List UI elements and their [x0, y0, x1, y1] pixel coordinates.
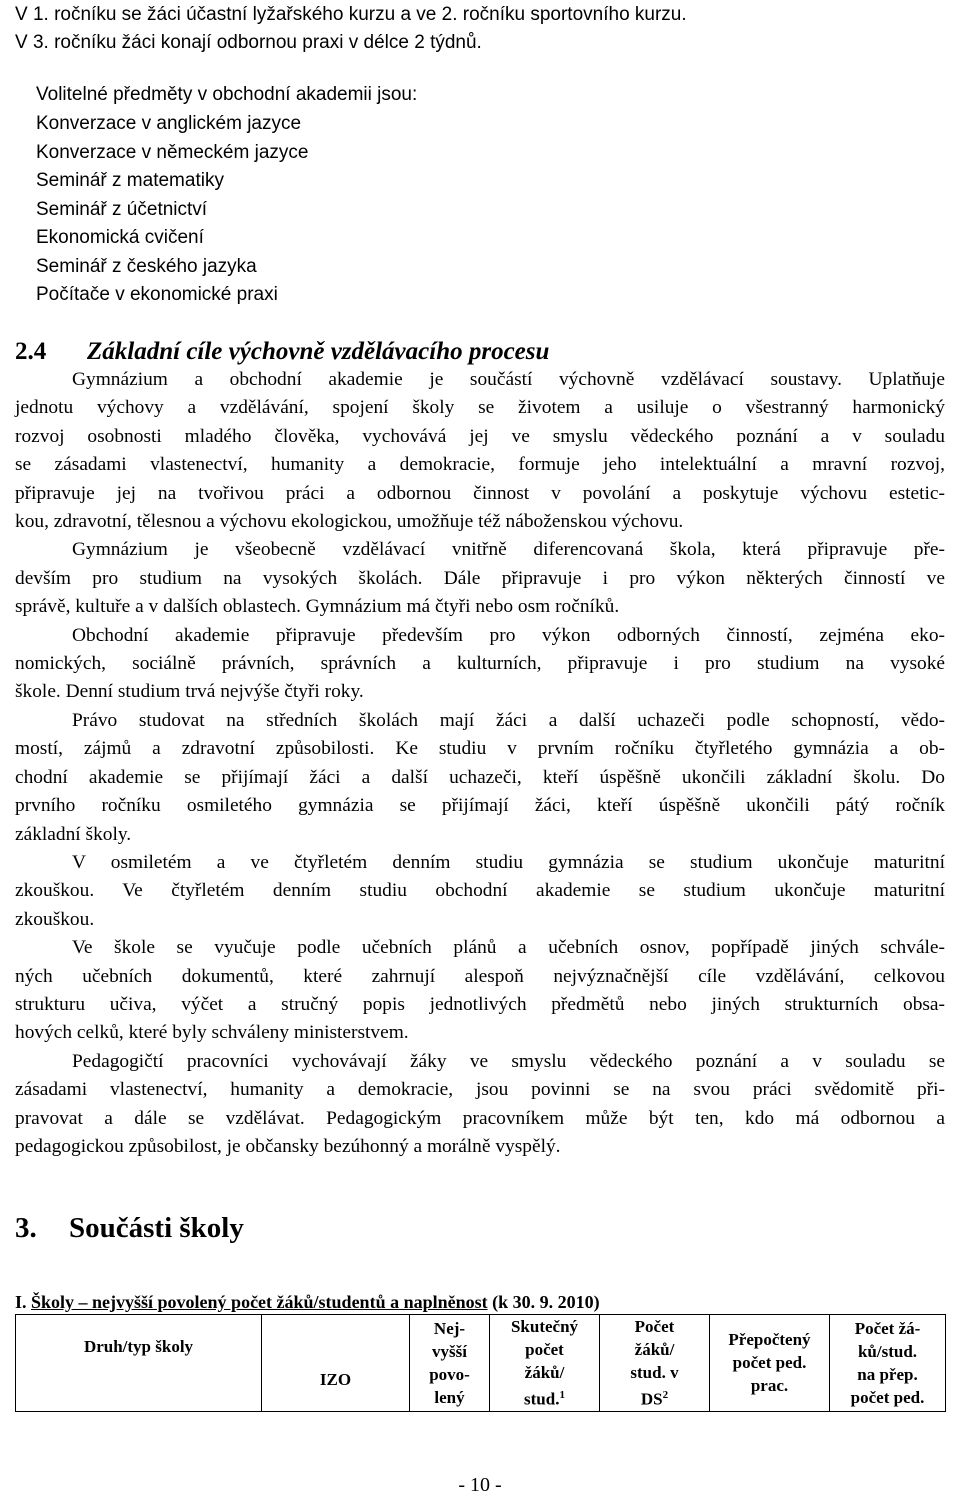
body-line: rozvoj osobnosti mladého člověka, vychovává jej ve smyslu vědeckého poznání a v souladu — [15, 425, 945, 447]
body-line: se zásadami vlastenectví, humanity a demokracie, formuje jeho intelektuální a mravní rozvoj, — [15, 454, 945, 476]
body-line: Gymnázium je všeobecně vzdělávací vnitřně diferencovaná škola, která připravuje pře- — [72, 539, 945, 561]
header-izo: IZO — [262, 1315, 410, 1412]
body-line: připravuje jej na tvořivou práci a odbornou činnost v povolání a poskytuje výchovu estetic- — [15, 482, 945, 504]
section-2-4-heading — [15, 338, 549, 366]
elective-item: Seminář z účetnictví — [36, 199, 208, 220]
electives-heading: Volitelné předměty v obchodní akademii jsou: — [36, 84, 418, 105]
body-line: zásadami vlastenectví, humanity a demokracie, jsou povinni se na svou práci svědomitě při- — [15, 1079, 945, 1101]
header-pocet-zaku: Počet žá- ků/stud. na přep. počet ped. — [830, 1315, 946, 1412]
body-line: strukturu učiva, výčet a stručný popis jednotlivých předmětů nebo jiných strukturních obsa- — [15, 993, 945, 1015]
body-line: škole. Denní studium trvá nejvýše čtyři roky. — [15, 681, 364, 703]
body-line: pravovat a dále se vzdělávat. Pedagogickým pracovníkem může být ten, kdo má odbornou a — [15, 1107, 945, 1129]
section-3-heading — [15, 1212, 244, 1245]
header-pocet-ds: Počet žáků/ stud. v $DS^2$ — [600, 1315, 710, 1412]
body-line: pedagogickou způsobilost, je občansky bezúhonný a morálně vyspělý. — [15, 1135, 561, 1157]
elective-item: Konverzace v anglickém jazyce — [36, 113, 302, 134]
table-header-row — [16, 1315, 946, 1412]
intro-line-1: V 1. ročníku se žáci účastní lyžařského kurzu a ve 2. ročníku sportovního kurzu. — [15, 4, 687, 25]
body-line: Obchodní akademie připravuje především pro výkon odborných činností, zejména eko- — [72, 624, 945, 646]
body-line: ných učebních dokumentů, které zahrnují alespoň nejvýznačnější cíle vzdělávání, celkovou — [15, 965, 945, 987]
body-line: nomických, sociálně právních, správních a kulturních, připravuje i pro studium na vysoké — [15, 653, 945, 675]
section-2-4-body — [15, 366, 945, 1161]
body-line: V osmiletém a ve čtyřletém denním studiu gymnázia se studium ukončuje maturitní — [72, 851, 945, 873]
body-line: základní školy. — [15, 823, 132, 845]
body-line: zkouškou. — [15, 908, 95, 930]
body-line: jednotu výchovy a vzdělávání, spojení školy se životem a usiluje o všestranný harmonický — [15, 397, 945, 419]
body-line: chodní akademie se přijímají žáci a další uchazeči, kteří úspěšně ukončili základní školu. Do — [15, 766, 945, 788]
section-number: 3. — [15, 1212, 37, 1244]
elective-item: Seminář z českého jazyka — [36, 256, 257, 277]
section-title: Součásti školy — [69, 1212, 244, 1244]
body-line: mostí, zájmů a zdravotní způsobilosti. Ke studiu v prvním ročníku čtyřletého gymnázia a ob- — [15, 738, 945, 760]
caption-underlined: Školy – nejvyšší povolený počet žáků/studentů a naplněnost — [31, 1292, 488, 1312]
page-number: - 10 - — [458, 1474, 502, 1496]
body-line: Ve škole se vyučuje podle učebních plánů a učebních osnov, popřípadě jiných schvále- — [72, 937, 945, 959]
body-line: Právo studovat na středních školách mají žáci a další uchazeči podle schopností, vědo- — [72, 709, 945, 731]
caption-prefix: I. — [15, 1292, 32, 1312]
body-line: kou, zdravotní, tělesnou a výchovu ekologickou, umožňuje též náboženskou výchovu. — [15, 511, 684, 533]
body-line: správě, kultuře a v dalších oblastech. Gymnázium má čtyři nebo osm ročníků. — [15, 596, 620, 618]
body-line: prvního ročníku osmiletého gymnázia se přijímají žáci, kteří úspěšně ukončili pátý ročník — [15, 795, 945, 817]
header-druh: Druh/typ školy — [16, 1315, 262, 1412]
body-line: Gymnázium a obchodní akademie je součástí výchovně vzdělávací soustavy. Uplatňuje — [72, 369, 945, 390]
elective-item: Počítače v ekonomické praxi — [36, 284, 278, 305]
body-line: devším pro studium na vysokých školách. Dále připravuje i pro výkon některých činností ve — [15, 567, 945, 589]
schools-table — [15, 1314, 946, 1412]
body-line: Pedagogičtí pracovníci vychovávají žáky ve smyslu vědeckého poznání a v souladu se — [72, 1050, 945, 1072]
header-skutecny: Skutečný počet žáků/ stud.$^1$ — [490, 1315, 600, 1412]
body-line: hových celků, které byly schváleny ministerstvem. — [15, 1022, 409, 1044]
caption-suffix: (k 30. 9. 2010) — [487, 1292, 600, 1312]
header-nejvyssi: Nej- vyšší povo- lený — [410, 1315, 490, 1412]
table-caption — [15, 1292, 600, 1313]
section-title: Základní cíle výchovně vzdělávacího procesu — [87, 338, 550, 365]
header-prepocteny: Přepočtený počet ped. prac. — [710, 1315, 830, 1412]
elective-item: Seminář z matematiky — [36, 170, 224, 191]
elective-item: Konverzace v německém jazyce — [36, 142, 309, 163]
section-number: 2.4 — [15, 338, 47, 365]
body-line: zkouškou. Ve čtyřletém denním studiu obchodní akademie se studium ukončuje maturitní — [15, 880, 945, 902]
intro-line-2: V 3. ročníku žáci konají odbornou praxi v délce 2 týdnů. — [15, 32, 482, 53]
elective-item: Ekonomická cvičení — [36, 227, 204, 248]
